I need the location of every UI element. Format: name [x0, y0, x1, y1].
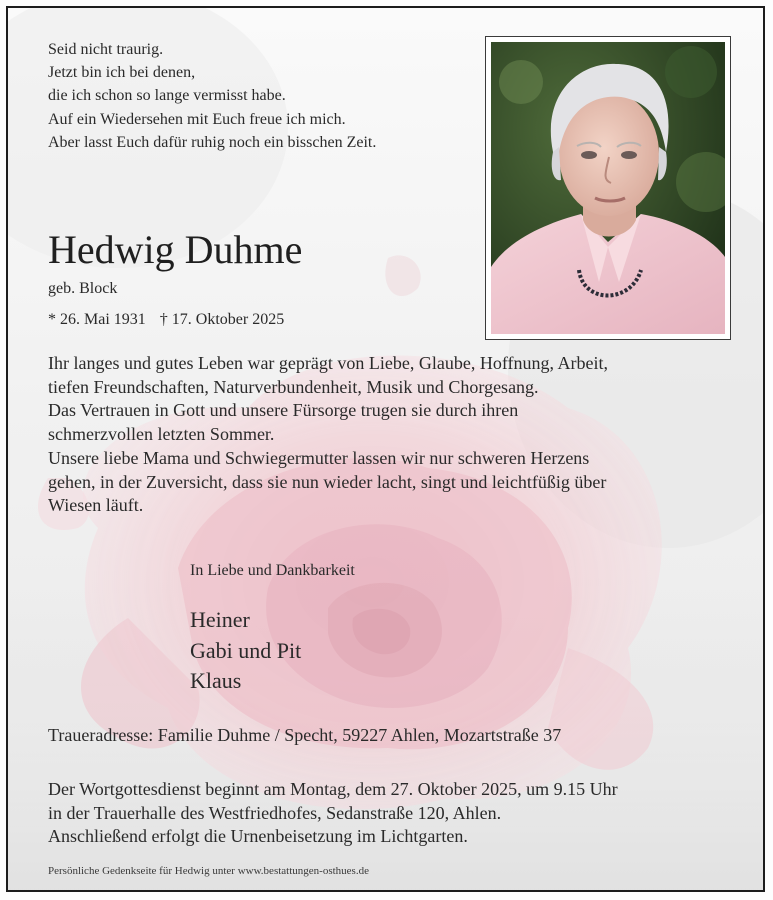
mourner-name: Heiner — [190, 607, 250, 632]
life-dates — [48, 311, 284, 329]
poem — [48, 38, 376, 154]
birth-name: geb. Block — [48, 280, 118, 297]
poem-line: Aber lasst Euch dafür ruhig noch ein bisschen Zeit. — [48, 133, 377, 151]
service-line: Anschließend erfolgt die Urnenbeisetzung im Lichtgarten. — [48, 826, 468, 847]
mourning-address: Traueradresse: Familie Duhme / Specht, 59227 Ahlen, Mozartstraße 37 — [48, 725, 562, 745]
mourner-name: Klaus — [190, 668, 242, 693]
body-line: schmerzvollen letzten Sommer. — [48, 424, 275, 445]
farewell-line: In Liebe und Dankbarkeit — [190, 562, 355, 579]
body-line: tiefen Freundschaften, Naturverbundenheit, Musik und Chorgesang. — [48, 376, 539, 397]
obituary-text — [48, 352, 608, 518]
poem-line: Auf ein Wiedersehen mit Euch freue ich mich. — [48, 110, 346, 128]
poem-line: Seid nicht traurig. — [48, 41, 164, 58]
body-line: Wiesen läuft. — [48, 495, 144, 516]
body-line: Ihr langes und gutes Leben war geprägt von Liebe, Glaube, Hoffnung, Arbeit, — [48, 353, 609, 373]
poem-line: die ich schon so lange vermisst habe. — [48, 87, 286, 105]
service-line: Der Wortgottesdienst beginnt am Montag, dem 27. Oktober 2025, um 9.15 Uhr — [48, 779, 618, 799]
body-line: gehen, in der Zuversicht, dass sie nun wieder lacht, singt und leichtfüßig über — [48, 471, 607, 492]
poem-line: Jetzt bin ich bei denen, — [48, 64, 196, 82]
memorial-page-note: Persönliche Gedenkseite für Hedwig unter www.bestattungen-osthues.de — [48, 865, 369, 877]
mourner-name: Gabi und Pit — [190, 637, 302, 663]
obituary-frame — [6, 6, 765, 892]
body-line: Das Vertrauen in Gott und unsere Fürsorge trugen sie durch ihren — [48, 400, 519, 421]
service-line: in der Trauerhalle des Westfriedhofes, Sedanstraße 120, Ahlen. — [48, 802, 502, 823]
portrait-photo-icon — [491, 42, 725, 334]
death-date: † 17. Oktober 2025 — [159, 311, 285, 328]
birth-date: * 26. Mai 1931 — [48, 311, 146, 328]
body-line: Unsere liebe Mama und Schwiegermutter lassen wir nur schweren Herzens — [48, 447, 590, 468]
service-details — [48, 778, 618, 849]
deceased-name: Hedwig Duhme — [48, 227, 303, 272]
portrait-frame — [485, 36, 731, 340]
mourners-list — [190, 605, 301, 697]
